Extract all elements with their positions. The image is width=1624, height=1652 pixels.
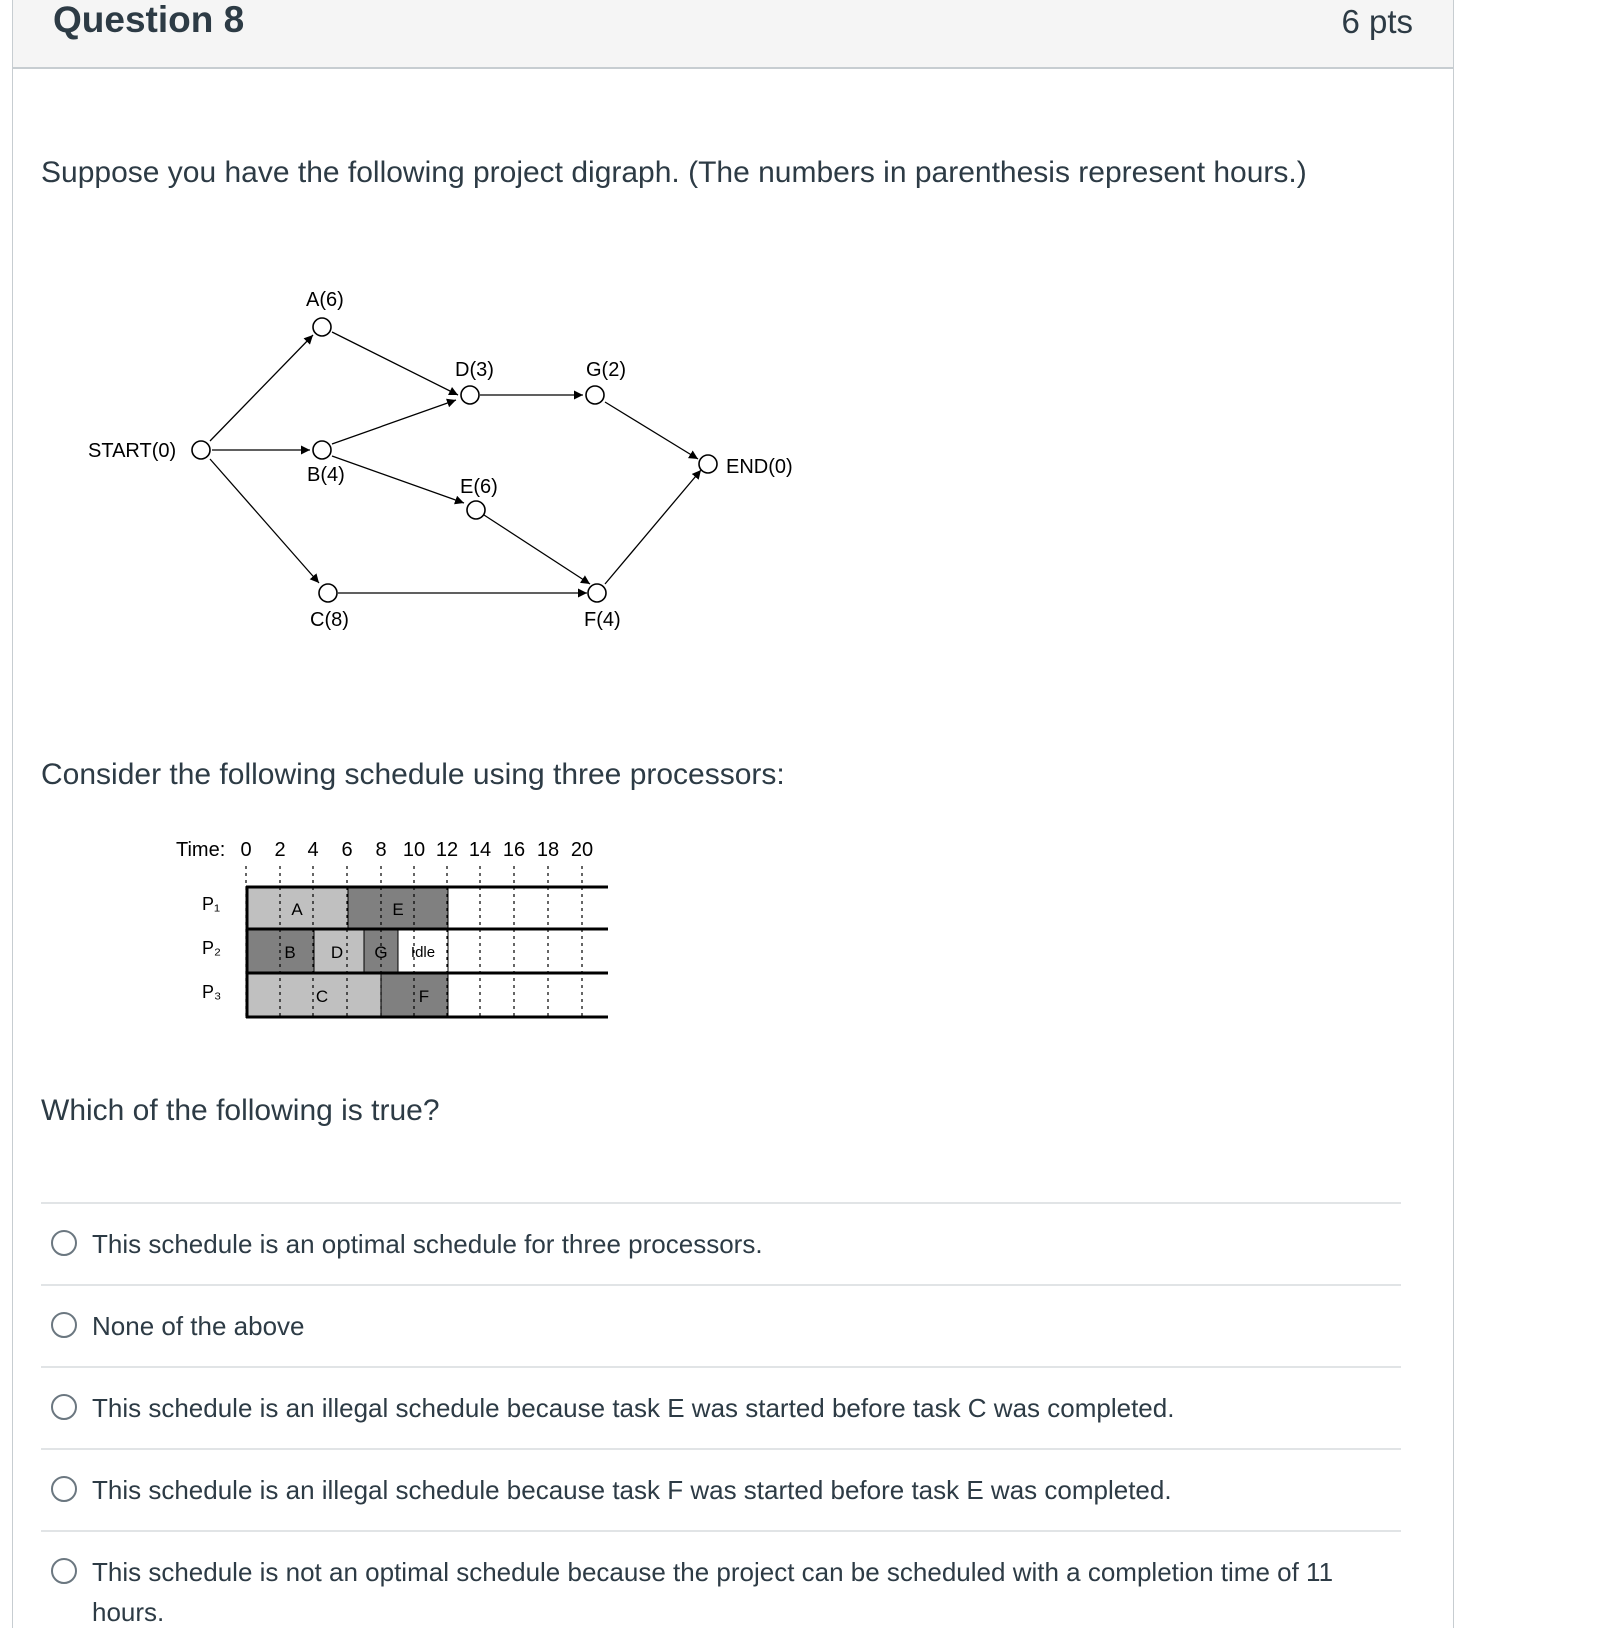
answer-label: This schedule is not an optimal schedule because the project can be scheduled with a completion time of 11 hours. <box>92 1557 1334 1627</box>
label-c: C(8) <box>310 609 349 631</box>
task-label-c: C <box>315 987 329 1006</box>
question-header <box>13 0 1453 69</box>
edge-start-a <box>210 335 313 441</box>
task-block-b <box>248 930 314 972</box>
node-b <box>313 441 331 459</box>
tick-14: 14 <box>468 839 492 861</box>
node-start <box>192 441 210 459</box>
edge-b-d <box>332 400 456 444</box>
answer-label: None of the above <box>92 1311 305 1341</box>
edge-e-f <box>484 515 590 584</box>
tick-10: 10 <box>402 839 426 861</box>
task-block-c <box>248 974 381 1016</box>
tick-2: 2 <box>274 839 286 861</box>
radio-button[interactable] <box>51 1394 77 1420</box>
node-end <box>699 455 717 473</box>
schedule-prompt: Consider the following schedule using three processors: <box>41 758 785 791</box>
node-e <box>467 501 485 519</box>
node-d <box>461 386 479 404</box>
edge-g-end <box>605 402 698 459</box>
label-end: END(0) <box>726 456 793 478</box>
answer-option-2[interactable] <box>41 1284 1401 1366</box>
radio-button[interactable] <box>51 1230 77 1256</box>
task-label-g: G <box>374 943 388 962</box>
edge-start-c <box>210 459 319 583</box>
task-label-e: E <box>392 900 404 919</box>
question-points: 6 pts <box>1341 3 1413 40</box>
label-e: E(6) <box>460 476 498 498</box>
question-title: Question 8 <box>53 0 245 40</box>
task-label-a: A <box>291 900 303 919</box>
tick-8: 8 <box>375 839 387 861</box>
answer-list <box>41 1202 1401 1652</box>
edge-f-end <box>605 470 701 584</box>
task-label-idle: Idle <box>410 944 436 961</box>
node-f <box>588 584 606 602</box>
label-start: START(0) <box>88 440 177 462</box>
answer-option-1[interactable] <box>41 1202 1401 1284</box>
task-label-f: F <box>418 987 430 1006</box>
tick-16: 16 <box>502 839 526 861</box>
label-b: B(4) <box>307 464 345 486</box>
edge-a-d <box>332 332 458 395</box>
answer-option-4[interactable] <box>41 1448 1401 1530</box>
answer-prompt: Which of the following is true? <box>41 1094 440 1127</box>
label-f: F(4) <box>584 609 621 631</box>
answer-option-5[interactable] <box>41 1530 1401 1652</box>
time-label: Time: <box>176 839 226 861</box>
tick-0: 0 <box>240 839 252 861</box>
tick-4: 4 <box>307 839 319 861</box>
tick-20: 20 <box>570 839 594 861</box>
answer-label: This schedule is an illegal schedule because task F was started before task E was completed. <box>92 1475 1172 1505</box>
project-digraph <box>80 280 820 640</box>
processor-2-label: P₂ <box>202 938 221 958</box>
tick-6: 6 <box>341 839 353 861</box>
answer-label: This schedule is an illegal schedule because task E was started before task C was completed. <box>92 1393 1175 1423</box>
label-g: G(2) <box>586 359 626 381</box>
label-a: A(6) <box>306 289 344 311</box>
node-a <box>313 318 331 336</box>
processor-1-label: P₁ <box>202 894 221 914</box>
processor-3-label: P₃ <box>202 982 222 1002</box>
answer-option-3[interactable] <box>41 1366 1401 1448</box>
processor-schedule <box>170 830 620 1020</box>
label-d: D(3) <box>455 359 494 381</box>
answer-label: This schedule is an optimal schedule for three processors. <box>92 1229 763 1259</box>
radio-button[interactable] <box>51 1558 77 1584</box>
task-label-b: B <box>284 943 296 962</box>
tick-12: 12 <box>435 839 459 861</box>
node-c <box>319 584 337 602</box>
radio-button[interactable] <box>51 1312 77 1338</box>
task-label-d: D <box>330 943 344 962</box>
question-prompt: Suppose you have the following project digraph. (The numbers in parenthesis represent hours.) <box>41 156 1307 189</box>
node-g <box>586 386 604 404</box>
tick-18: 18 <box>536 839 560 861</box>
edge-b-e <box>332 456 464 503</box>
radio-button[interactable] <box>51 1476 77 1502</box>
